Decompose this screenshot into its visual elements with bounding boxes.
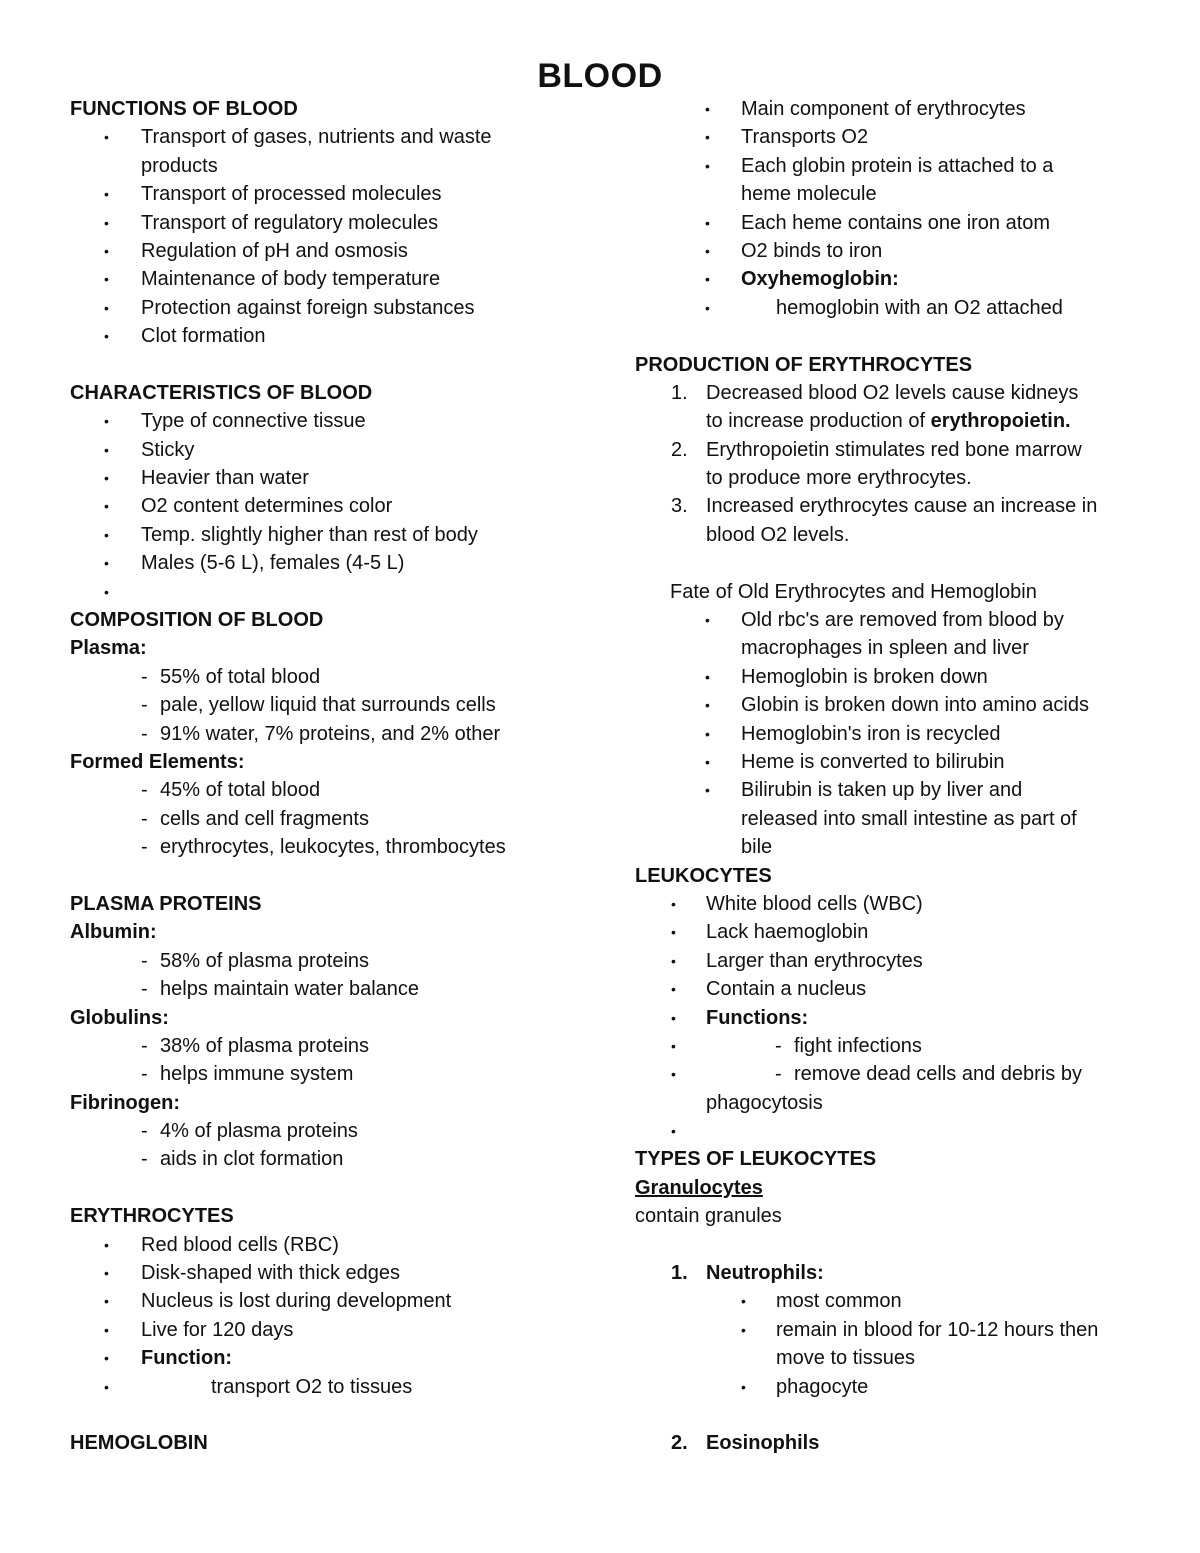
list-item: - 58% of plasma proteins [141,949,370,972]
list-item: • Heme is converted to bilirubin [635,748,1135,776]
list-item: • - fight infections [635,1032,1135,1060]
list-item: - 38% of plasma proteins [141,1034,370,1057]
bullet-icon: • [104,1321,109,1338]
list-item: - pale, yellow liquid that surrounds cells [141,694,496,717]
list-item: • Disk-shaped with thick edges [70,1259,550,1287]
bullet-icon: • [671,1037,676,1054]
list-item: • Red blood cells (RBC) [70,1231,550,1259]
list-item: • - remove dead cells and debris by [635,1060,1135,1088]
bullet-icon: • [705,668,710,685]
list-item: - cells and cell fragments [141,807,369,830]
numbered-item: 2. Eosinophils [671,1432,820,1455]
bullet-icon: • [104,555,109,572]
subheading-fate: Fate of Old Erythrocytes and Hemoglobin [670,580,1037,603]
list-item: • Transport of processed molecules [70,180,550,208]
section-heading-functions: FUNCTIONS OF BLOOD [70,98,298,120]
numbered-item-cont: to produce more erythrocytes. [706,467,972,490]
granulocytes-desc: contain granules [635,1205,782,1228]
numbered-item-cont: to increase production of erythropoietin. [706,410,1071,433]
list-item: - helps immune system [141,1063,354,1086]
page-title: BLOOD [537,57,663,95]
bullet-icon: • [104,1378,109,1395]
bullet-icon: • [104,441,109,458]
bullet-icon: • [741,1378,746,1395]
list-item: • Transports O2 [635,123,1135,151]
section-heading-plasma-proteins: PLASMA PROTEINS [70,892,262,915]
section-heading-erythrocytes: ERYTHROCYTES [70,1205,234,1228]
bullet-icon: • [705,129,710,146]
bullet-icon: • [671,1009,676,1026]
list-item: • Contain a nucleus [635,975,1135,1003]
section-heading-types: TYPES OF LEUKOCYTES [635,1148,877,1171]
bullet-icon: • [705,725,710,742]
section-heading-leukocytes: LEUKOCYTES [635,864,772,887]
list-item: • O2 content determines color [70,492,550,520]
bullet-icon: • [705,101,710,117]
bullet-icon: • [671,1066,676,1083]
list-item: released into small intestine as part of [741,807,1077,830]
list-item: • phagocyte [635,1373,1135,1401]
list-item: • Type of connective tissue [70,407,550,435]
list-item: • Hemoglobin's iron is recycled [635,720,1135,748]
bullet-icon: • [741,1293,746,1310]
subheading-albumin: Albumin: [70,921,157,944]
list-item: • transport O2 to tissues [70,1373,550,1401]
bullet-icon: • [705,782,710,799]
list-item: macrophages in spleen and liver [741,637,1029,660]
bullet-icon: • [705,612,710,629]
list-item: • Larger than erythrocytes [635,947,1135,975]
list-item: - aids in clot formation [141,1148,344,1171]
list-item: • Live for 120 days [70,1316,550,1344]
list-item: • Heavier than water [70,464,550,492]
list-item: • Functions: [635,1004,1135,1032]
list-item: products [141,154,218,177]
list-item: • Oxyhemoglobin: [635,265,1135,293]
list-item: move to tissues [776,1347,915,1370]
subheading-plasma: Plasma: [70,637,147,660]
list-item: • hemoglobin with an O2 attached [635,294,1135,322]
section-heading-composition: COMPOSITION OF BLOOD [70,609,324,632]
bullet-icon: • [104,1265,109,1282]
list-item: • Temp. slightly higher than rest of body [70,521,550,549]
numbered-item: 1. Decreased blood O2 levels cause kidneys [671,381,1079,404]
subheading-granulocytes: Granulocytes [635,1176,763,1199]
list-item: • Males (5-6 L), females (4-5 L) [70,549,550,577]
numbered-item-cont: blood O2 levels. [706,523,850,546]
list-item: • Each heme contains one iron atom [635,209,1135,237]
list-item: - 45% of total blood [141,779,321,802]
list-item: heme molecule [741,183,877,206]
bullet-icon: • [104,129,109,146]
list-item: • Transport of gases, nutrients and waste [70,123,550,151]
list-item: • O2 binds to iron [635,237,1135,265]
bullet-icon: • [104,328,109,345]
bullet-icon: • [104,498,109,515]
subheading-formed-elements: Formed Elements: [70,750,245,773]
list-item-empty [70,578,550,606]
bullet-icon: • [671,1123,676,1140]
bullet-icon: • [705,214,710,231]
bullet-icon: • [104,470,109,487]
bullet-icon: • [705,697,710,714]
subheading-fibrinogen: Fibrinogen: [70,1091,180,1114]
bullet-icon: • [104,214,109,231]
list-item: • Lack haemoglobin [635,918,1135,946]
bullet-icon: • [104,299,109,316]
list-item: • Sticky [70,436,550,464]
subheading-globulins: Globulins: [70,1006,169,1029]
list-item-empty [635,1117,1135,1145]
list-item: • Each globin protein is attached to a [635,152,1135,180]
bullet-icon: • [104,186,109,203]
left-column [70,95,550,1458]
bullet-icon: • [104,271,109,288]
bullet-icon: • [104,1293,109,1310]
list-item: • Protection against foreign substances [70,294,550,322]
right-column [635,95,1135,1458]
list-item: • Function: [70,1344,550,1372]
list-item: • White blood cells (WBC) [635,890,1135,918]
bullet-icon: • [104,242,109,259]
list-item: • Maintenance of body temperature [70,265,550,293]
list-item: - 55% of total blood [141,665,321,688]
list-item: • Bilirubin is taken up by liver and [635,776,1135,804]
list-item: bile [741,836,773,859]
bullet-icon: • [705,157,710,174]
list-item: - erythrocytes, leukocytes, thrombocytes [141,836,506,859]
bullet-icon: • [705,299,710,316]
bullet-icon: • [104,583,109,600]
list-item: - helps maintain water balance [141,978,420,1001]
bullet-icon: • [104,413,109,430]
list-item: • Transport of regulatory molecules [70,209,550,237]
bullet-icon: • [104,1350,109,1367]
list-item: • most common [635,1287,1135,1315]
list-item: - 91% water, 7% proteins, and 2% other [141,722,501,745]
list-item: • remain in blood for 10-12 hours then [635,1316,1135,1344]
numbered-item: 3. Increased erythrocytes cause an increase in [671,495,1098,518]
bullet-icon: • [671,981,676,998]
bullet-icon: • [671,924,676,941]
list-item: • Hemoglobin is broken down [635,663,1135,691]
list-item: phagocytosis [706,1091,823,1114]
bullet-icon: • [671,895,676,912]
bullet-icon: • [705,753,710,770]
section-heading-characteristics: CHARACTERISTICS OF BLOOD [70,381,373,404]
list-item: • Regulation of pH and osmosis [70,237,550,265]
bullet-icon: • [104,1236,109,1253]
section-heading-production: PRODUCTION OF ERYTHROCYTES [635,353,973,376]
list-item: • Main component of erythrocytes [635,95,1135,123]
bullet-icon: • [705,271,710,288]
bullet-icon: • [671,952,676,969]
list-item: - 4% of plasma proteins [141,1120,358,1143]
list-item: • Old rbc's are removed from blood by [635,606,1135,634]
numbered-item: 1. Neutrophils: [671,1262,824,1285]
bullet-icon: • [741,1321,746,1338]
list-item: • Nucleus is lost during development [70,1287,550,1315]
section-heading-hemoglobin: HEMOGLOBIN [70,1432,208,1455]
list-item: • Clot formation [70,322,550,350]
list-item: • Globin is broken down into amino acids [635,691,1135,719]
bullet-icon: • [104,526,109,543]
bullet-icon: • [705,242,710,259]
numbered-item: 2. Erythropoietin stimulates red bone marrow [671,438,1082,461]
